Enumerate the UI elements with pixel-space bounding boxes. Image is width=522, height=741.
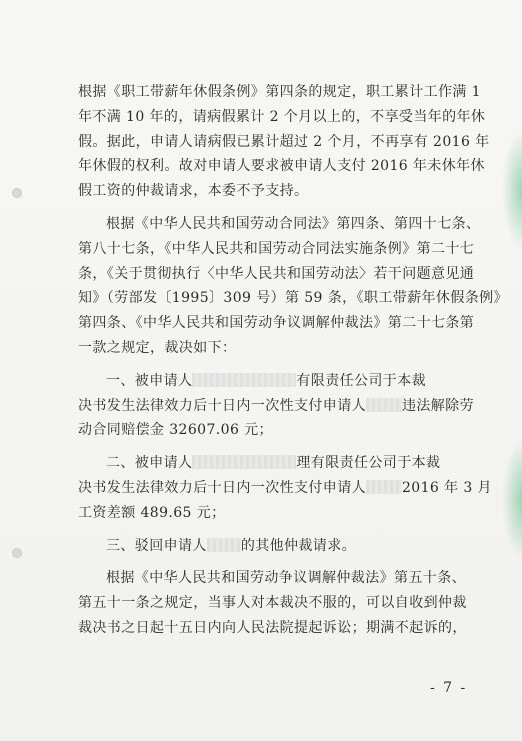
- text-fragment: 三、驳回申请人: [106, 537, 207, 554]
- redaction: [207, 538, 241, 552]
- seam-stamp: [502, 440, 522, 560]
- text-line: 根据《中华人民共和国劳动合同法》第四条、第四十七条、: [106, 215, 481, 232]
- text-fragment: 二、被申请人: [106, 455, 193, 472]
- binding-hole: [12, 188, 22, 198]
- text-line: 条，《关于贯彻执行〈中华人民共和国劳动法〉若干问题意见通: [78, 265, 475, 282]
- text-fragment: 有限责任公司于本裁: [296, 372, 427, 389]
- text-line: [78, 394, 474, 419]
- text-line: 第四条、《中华人民共和国劳动争议调解仲裁法》第二十七条第: [78, 315, 475, 332]
- binding-hole: [12, 548, 22, 558]
- ruling-item-2-line: [78, 451, 470, 476]
- text-fragment: 理有限责任公司于本裁: [296, 455, 441, 472]
- text-line: 知》（劳部发〔1995〕309 号）第 59 条，《职工带薪年休假条例》: [78, 290, 508, 307]
- seam-stamp: [502, 130, 522, 250]
- text-fragment: 违法解除劳: [402, 397, 474, 414]
- redaction: [192, 455, 296, 469]
- text-line: 第八十七条，《中华人民共和国劳动合同法实施条例》第二十七: [78, 240, 475, 257]
- text-line: 第五十一条之规定，当事人对本裁决不服的，可以自收到仲裁: [78, 595, 467, 612]
- text-line: 年休假的权利。故对申请人要求被申请人支付 2016 年未休年休: [78, 158, 485, 175]
- text-line: [78, 476, 492, 501]
- text-line: 一款之规定，裁决如下：: [78, 339, 237, 356]
- ruling-item-3-line: [78, 534, 470, 559]
- redaction: [366, 398, 402, 412]
- page-number: - 7 -: [430, 680, 468, 696]
- text-fragment: 决书发生法律效力后十日内一次性支付申请人: [78, 397, 366, 414]
- text-line: 根据《中华人民共和国劳动争议调解仲裁法》第五十条、: [106, 570, 466, 587]
- text-line: 年不满 10 年的，请病假累计 2 个月以上的，不享受当年的年休: [78, 108, 486, 125]
- text-line: 裁决书之日起十五日内向人民法院提起诉讼；期满不起诉的，: [78, 619, 467, 636]
- text-fragment: 2016 年 3 月: [402, 479, 492, 496]
- text-line: 工资差额 489.65 元；: [78, 504, 226, 521]
- redaction: [192, 373, 296, 387]
- text-fragment: 的其他仲裁请求。: [240, 537, 357, 554]
- text-fragment: 一、被申请人: [106, 372, 193, 389]
- text-line: 假。据此，申请人请病假已累计超过 2 个月，不再享有 2016 年: [78, 133, 490, 150]
- text-line: 根据《职工带薪年休假条例》第四条的规定，职工累计工作满 1: [78, 84, 481, 100]
- text-line: 假工资的仲裁请求，本委不予支持。: [78, 183, 309, 200]
- text-fragment: 决书发生法律效力后十日内一次性支付申请人: [78, 479, 366, 496]
- document-body: [78, 80, 508, 641]
- ruling-item-1-line: [78, 369, 470, 394]
- redaction: [366, 480, 402, 494]
- text-line: 动合同赔偿金 32607.06 元；: [78, 422, 273, 439]
